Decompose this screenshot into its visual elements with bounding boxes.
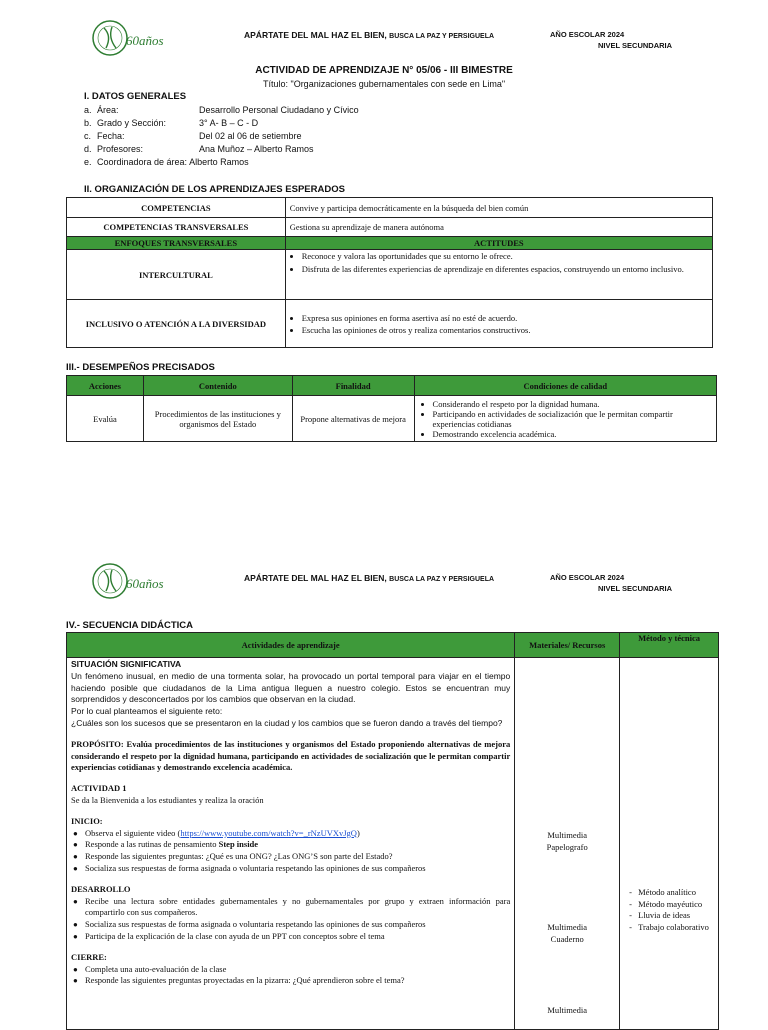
list-item: ● Participa de la explicación de la clase con ayuda de un PPT con conceptos sobre el tema (85, 931, 510, 943)
general-item: d. Profesores: Ana Muñoz – Alberto Ramos (84, 144, 314, 154)
inicio-list (71, 828, 510, 875)
competencias-label: COMPETENCIAS (67, 198, 286, 218)
attitude-item: • Escucha las opiniones de otros y realiza comentarios constructivos. (302, 324, 708, 336)
header-school-year-page2: AÑO ESCOLAR 2024 (550, 573, 625, 582)
secuencia-heading: IV.- SECUENCIA DIDÁCTICA (66, 620, 194, 631)
header-level-page2: NIVEL SECUNDARIA (598, 584, 673, 593)
materiales-group-3: Multimedia (547, 1005, 588, 1015)
reto-question: ¿Cuáles son los sucesos que se presentaron en la ciudad y los cambios que se fueron dando a través del tiempo? (71, 717, 503, 728)
list-item: ● Responde las siguientes preguntas proyectadas en la pizarra: ¿Qué aprendieron sobre el tema? (85, 975, 510, 987)
secuencia-table (66, 632, 719, 1030)
video-link[interactable]: https://www.youtube.com/watch?v=_rNzUVXvJgQ (180, 827, 357, 838)
cierre-title: CIERRE: (71, 951, 107, 962)
inicio-title: INICIO: (71, 815, 103, 826)
list-item: ● Responde las siguientes preguntas: ¿Qué es una ONG? ¿Las ONG’S son parte del Estado? (85, 851, 510, 863)
proposito: PROPÓSITO: Evalúa procedimientos de las instituciones y organismos del Estado proponiendo alternativas de mejora considerando el respeto por la dignidad humana, participando en actividades de socialización que le permitan compartir experiencias cotidianas y demostrando excelencia académica. (71, 738, 511, 773)
col-condiciones: Condiciones de calidad (414, 376, 716, 396)
metodos-cell (620, 658, 719, 1030)
condicion-item: • Considerando el respeto por la dignidad humana. (433, 399, 712, 409)
transversales-value: Gestiona su aprendizaje de manera autónoma (285, 218, 712, 237)
general-item: b. Grado y Sección: 3° A- B – C - D (84, 118, 259, 128)
col-actividades: Actividades de aprendizaje (67, 633, 515, 658)
actitudes-header: ACTITUDES (285, 237, 712, 250)
general-item: e. Coordinadora de área: Alberto Ramos (84, 157, 249, 167)
list-item: - Lluvia de ideas (638, 910, 722, 922)
reto-intro: Por lo cual planteamos el siguiente reto: (71, 706, 223, 717)
svg-text:60años: 60años (126, 576, 164, 591)
actividad-text: Se da la Bienvenida a los estudiantes y realiza la oración (71, 794, 264, 805)
activity-subtitle: Título: "Organizaciones gubernamentales con sede en Lima" (262, 79, 506, 89)
list-item: ● Responde a las rutinas de pensamiento Step inside (85, 839, 510, 851)
intercultural-label: INTERCULTURAL (67, 250, 286, 300)
general-item: a. Área: Desarrollo Personal Ciudadano y Cívico (84, 105, 359, 115)
desarrollo-title: DESARROLLO (71, 883, 131, 894)
finalidad-cell: Propone alternativas de mejora (292, 396, 414, 442)
school-logo-page2 (90, 561, 164, 601)
general-item: c. Fecha: Del 02 al 06 de setiembre (84, 131, 302, 141)
enfoques-header: ENFOQUES TRANSVERSALES (67, 237, 286, 250)
col-metodo: Método y técnica (620, 633, 719, 658)
school-logo (90, 18, 164, 58)
svg-text:60años: 60años (126, 33, 164, 48)
list-item: ● Socializa sus respuestas de forma asignada o voluntaria respetando las opiniones de sus compañeros (85, 863, 510, 875)
competencias-value: Convive y participa democráticamente en la búsqueda del bien común (285, 198, 712, 218)
materiales-group-2: Multimedia Cuaderno (547, 922, 588, 944)
metodos-list (628, 887, 722, 933)
intercultural-attitudes (285, 250, 712, 300)
condicion-item: • Participando en actividades de socialización que le permitan compartir experiencias cotidianas (433, 409, 712, 429)
materiales-group-1: Multimedia Papelografo (546, 830, 588, 852)
inclusivo-attitudes (285, 300, 712, 348)
competencies-table (66, 197, 713, 348)
header-motto: APÁRTATE DEL MAL HAZ EL BIEN, BUSCA LA PAZ Y PERSIGUELA (244, 30, 495, 40)
list-item: ● Recibe una lectura sobre entidades gubernamentales y no gubernamentales por grupo y extraen información para compartirlo con sus compañeros. (85, 896, 510, 920)
list-item: - Método mayéutico (638, 899, 722, 911)
desarrollo-list (71, 896, 510, 943)
header-school-year: AÑO ESCOLAR 2024 (550, 30, 625, 39)
transversales-label: COMPETENCIAS TRANSVERSALES (67, 218, 286, 237)
actividad-title: ACTIVIDAD 1 (71, 783, 127, 794)
list-item: - Método analítico (638, 887, 722, 899)
col-materiales: Materiales/ Recursos (515, 633, 620, 658)
materiales-cell (515, 658, 620, 1030)
condiciones-cell (414, 396, 716, 442)
situacion-text: Un fenómeno inusual, en medio de una tormenta solar, ha provocado un portal temporal para viajar en el tiempo haciendo posible que ciudadanos de la Lima antigua lleguen a nuestro colegio. Estos se encuentran muy sorprendidos y desconcertados por los cambios que observan en la ciudad. (71, 670, 511, 705)
condicion-item: • Demostrando excelencia académica. (433, 429, 712, 439)
list-item: ● Observa el siguiente video (https://www.youtube.com/watch?v=_rNzUVXvJgQ) (85, 828, 510, 840)
attitude-item: • Expresa sus opiniones en forma asertiva así no esté de acuerdo. (302, 312, 708, 324)
header-level: NIVEL SECUNDARIA (598, 41, 673, 50)
col-acciones: Acciones (67, 376, 144, 396)
col-finalidad: Finalidad (292, 376, 414, 396)
accion-cell: Evalúa (67, 396, 144, 442)
desempenos-table (66, 375, 717, 442)
general-heading: I. DATOS GENERALES (84, 91, 187, 102)
desempenos-heading: III.- DESEMPEÑOS PRECISADOS (66, 362, 215, 373)
list-item: ● Completa una auto-evaluación de la clase (85, 964, 510, 976)
inclusivo-label: INCLUSIVO O ATENCIÓN A LA DIVERSIDAD (67, 300, 286, 348)
col-contenido: Contenido (143, 376, 292, 396)
list-item: ● Socializa sus respuestas de forma asignada o voluntaria respetando las opiniones de sus compañeros (85, 919, 510, 931)
attitude-item: • Reconoce y valora las oportunidades que su entorno le ofrece. (302, 250, 708, 263)
actividades-cell (67, 658, 515, 1030)
activity-title: ACTIVIDAD DE APRENDIZAJE N° 05/06 - III BIMESTRE (255, 65, 513, 76)
situacion-title: SITUACIÓN SIGNIFICATIVA (71, 659, 182, 669)
header-motto-page2: APÁRTATE DEL MAL HAZ EL BIEN, BUSCA LA PAZ Y PERSIGUELA (244, 573, 495, 583)
attitude-item: • Disfruta de las diferentes experiencias de aprendizaje en diferentes espacios, construyendo un entorno inclusivo. (302, 263, 708, 276)
cierre-list (71, 964, 510, 988)
contenido-cell: Procedimientos de las instituciones y organismos del Estado (143, 396, 292, 442)
list-item: - Trabajo colaborativo (638, 922, 722, 934)
org-heading: II. ORGANIZACIÓN DE LOS APRENDIZAJES ESPERADOS (84, 184, 345, 195)
